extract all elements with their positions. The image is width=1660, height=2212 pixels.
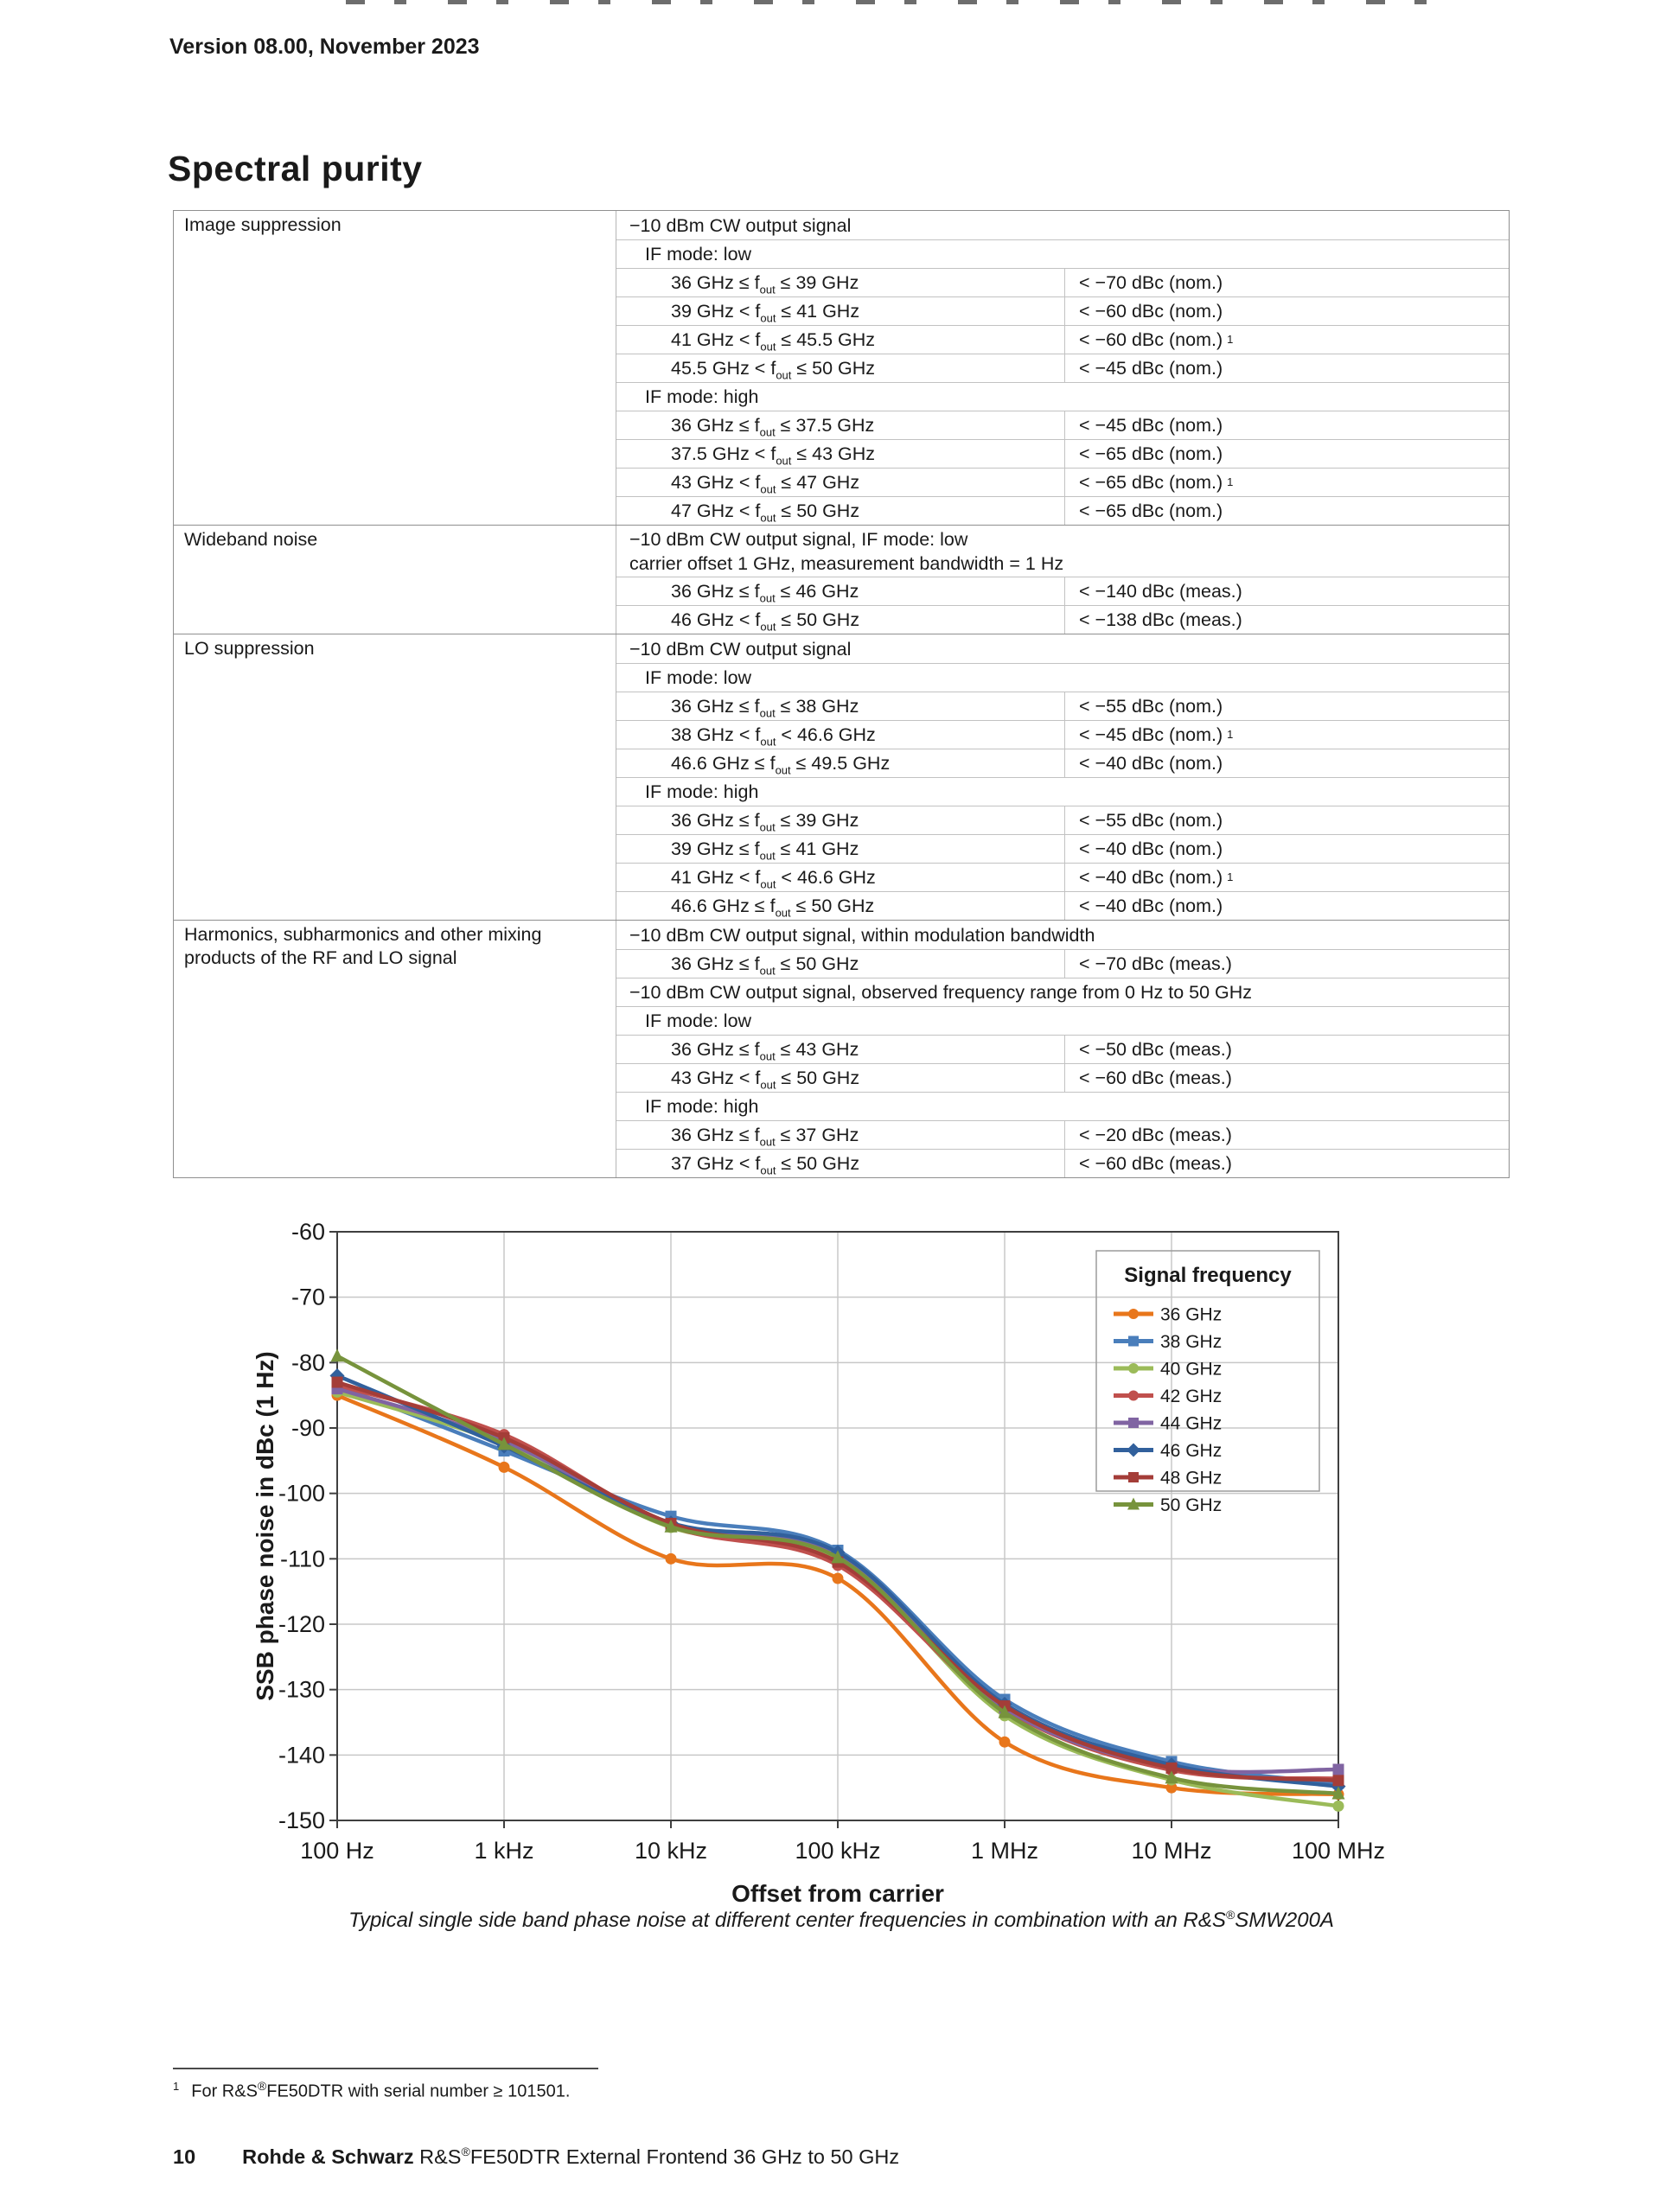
spec-table-section <box>174 525 1509 634</box>
svg-text:42 GHz: 42 GHz <box>1160 1386 1223 1406</box>
spec-cell-range: 37 GHz < $f_{out} \le 50$ GHz <box>671 1153 860 1177</box>
spec-condition-row: −10 dBm CW output signal, observed frequency range from 0 Hz to 50 GHz <box>616 978 1509 1006</box>
version-header: Version 08.00, November 2023 <box>169 35 480 59</box>
svg-text:-120: -120 <box>278 1611 325 1637</box>
spec-range-row <box>616 325 1509 354</box>
spec-ifmode-row: IF mode: high <box>616 382 1509 411</box>
spec-cell-range: 37.5 GHz < $f_{out} \le 43$ GHz <box>671 443 876 468</box>
spec-cell-range: 45.5 GHz < $f_{out} \le 50$ GHz <box>671 358 876 382</box>
spec-cell-value: < −65 dBc (nom.) 1 <box>1064 469 1509 496</box>
spec-cell-value: < −45 dBc (nom.) <box>1064 411 1509 439</box>
svg-text:-60: -60 <box>290 1219 325 1245</box>
svg-text:46 GHz: 46 GHz <box>1160 1441 1223 1461</box>
spec-range-row <box>616 749 1509 777</box>
svg-text:100 MHz: 100 MHz <box>1291 1838 1386 1864</box>
spec-ifmode-row: IF mode: low <box>616 1006 1509 1035</box>
spec-cell-value: < −70 dBc (nom.) <box>1064 269 1509 296</box>
spec-cell-value: < −45 dBc (nom.) <box>1064 354 1509 382</box>
spec-cell-range: 36 GHz ≤ $f_{out} \le 50$ GHz <box>671 953 859 978</box>
phase-noise-chart <box>242 1202 1452 1962</box>
spec-range-row <box>616 834 1509 863</box>
spec-condition-line: carrier offset 1 GHz, measurement bandwidth = 1 Hz <box>629 552 1064 574</box>
page-footer <box>173 2145 899 2169</box>
spec-range-row <box>616 863 1509 891</box>
spec-cell-value: < −55 dBc (nom.) <box>1064 692 1509 720</box>
spec-range-row <box>616 411 1509 439</box>
spec-cell-range: 36 GHz ≤ $f_{out} \le 37.5$ GHz <box>671 415 875 439</box>
phase-noise-chart-svg <box>242 1202 1452 1962</box>
spec-cell-range: 39 GHz < $f_{out} \le 41$ GHz <box>671 301 860 325</box>
chart-ytick-labels <box>278 1219 325 1833</box>
spec-cell-range: 36 GHz ≤ $f_{out} \le 39$ GHz <box>671 272 859 296</box>
spec-cell-value: < −55 dBc (nom.) <box>1064 806 1509 834</box>
svg-text:100 Hz: 100 Hz <box>300 1838 374 1864</box>
caption-product: SMW200A <box>1235 1909 1334 1932</box>
spec-range-row <box>616 354 1509 382</box>
page-title: Spectral purity <box>168 149 423 188</box>
spec-range-row <box>616 720 1509 749</box>
spec-cell-range: 43 GHz < $f_{out} \le 47$ GHz <box>671 472 860 496</box>
svg-text:100 kHz: 100 kHz <box>795 1838 881 1864</box>
footer-page-number: 10 <box>173 2145 196 2168</box>
svg-text:-100: -100 <box>278 1480 325 1507</box>
spec-cell-range: 36 GHz ≤ $f_{out} \le 38$ GHz <box>671 696 859 720</box>
spec-section-rows <box>616 921 1509 1177</box>
svg-text:Signal frequency: Signal frequency <box>1124 1264 1292 1287</box>
spec-cell-range: 47 GHz < $f_{out} \le 50$ GHz <box>671 500 860 525</box>
spec-cell-range: 36 GHz ≤ $f_{out} \le 37$ GHz <box>671 1125 859 1149</box>
spec-range-row <box>616 692 1509 720</box>
spec-cell-range: 46 GHz < $f_{out} \le 50$ GHz <box>671 609 860 634</box>
spec-cell-value: < −40 dBc (nom.) <box>1064 892 1509 920</box>
spec-cell-value: < −65 dBc (nom.) <box>1064 497 1509 525</box>
svg-text:40 GHz: 40 GHz <box>1160 1359 1223 1380</box>
svg-text:36 GHz: 36 GHz <box>1160 1304 1223 1325</box>
page-top-crop-artifact <box>346 0 1435 4</box>
spec-cell-range: 46.6 GHz ≤ $f_{out} \le 49.5$ GHz <box>671 753 891 777</box>
spec-table-section <box>174 920 1509 1177</box>
spec-section-rows <box>616 526 1509 634</box>
footnote-text: For R&S <box>191 2081 258 2101</box>
spec-section-label: Image suppression <box>174 211 616 525</box>
svg-text:-150: -150 <box>278 1807 325 1833</box>
spec-section-label: LO suppression <box>174 634 616 920</box>
footnote-text-cont: FE50DTR with serial number ≥ 101501. <box>266 2081 571 2101</box>
spec-cell-value: < −138 dBc (meas.) <box>1064 606 1509 634</box>
svg-text:10 MHz: 10 MHz <box>1131 1838 1212 1864</box>
spec-range-row <box>616 1063 1509 1092</box>
footer-product-cont: FE50DTR External Frontend 36 GHz to 50 GHz <box>469 2145 900 2168</box>
spec-range-row <box>616 1120 1509 1149</box>
svg-text:1 kHz: 1 kHz <box>474 1838 534 1864</box>
chart-legend <box>1096 1251 1319 1515</box>
svg-text:1 MHz: 1 MHz <box>970 1838 1039 1864</box>
spec-cell-range: 38 GHz < $f_{out} < 46.6$ GHz <box>671 724 876 749</box>
spec-range-row <box>616 949 1509 978</box>
spec-cell-value: < −60 dBc (meas.) <box>1064 1064 1509 1092</box>
spec-range-row <box>616 496 1509 525</box>
spec-condition-row: −10 dBm CW output signal <box>629 638 852 660</box>
footer-brand: Rohde & Schwarz <box>242 2145 414 2168</box>
svg-text:-110: -110 <box>279 1546 325 1572</box>
spec-cell-range: 36 GHz ≤ $f_{out} \le 39$ GHz <box>671 810 859 834</box>
spec-range-row <box>616 577 1509 605</box>
registered-mark: ® <box>1225 1908 1235 1922</box>
svg-text:50 GHz: 50 GHz <box>1160 1495 1223 1515</box>
spec-cell-range: 41 GHz < $f_{out} < 46.6$ GHz <box>671 867 876 891</box>
spec-section-label: Harmonics, subharmonics and other mixing products of the RF and LO signal <box>174 921 616 1177</box>
spec-cell-range: 41 GHz < $f_{out} \le 45.5$ GHz <box>671 329 876 354</box>
spec-ifmode-row: IF mode: high <box>616 777 1509 806</box>
caption-text: Typical single side band phase noise at different center frequencies in combination with an R&S <box>348 1909 1226 1932</box>
spec-condition-row: −10 dBm CW output signal, within modulation bandwidth <box>629 924 1095 946</box>
spec-section-rows <box>616 634 1509 920</box>
spec-range-row <box>616 1035 1509 1063</box>
svg-text:-90: -90 <box>290 1415 325 1441</box>
spec-table-section <box>174 211 1509 525</box>
spec-cell-value: < −60 dBc (meas.) <box>1064 1150 1509 1177</box>
spec-range-row <box>616 1149 1509 1177</box>
chart-caption <box>173 1909 1510 1933</box>
spec-condition-row: −10 dBm CW output signal <box>629 214 852 236</box>
spec-table <box>173 210 1510 1178</box>
spec-cell-value: < −70 dBc (meas.) <box>1064 950 1509 978</box>
spec-cell-value: < −140 dBc (meas.) <box>1064 577 1509 605</box>
spec-cell-range: 36 GHz ≤ $f_{out} \le 43$ GHz <box>671 1039 859 1063</box>
svg-text:44 GHz: 44 GHz <box>1160 1413 1223 1434</box>
spec-range-row <box>616 468 1509 496</box>
svg-text:10 kHz: 10 kHz <box>634 1838 708 1864</box>
spec-cell-value: < −40 dBc (nom.) 1 <box>1064 864 1509 891</box>
spec-ifmode-row: IF mode: high <box>616 1092 1509 1120</box>
spec-cell-range: 39 GHz ≤ $f_{out} \le 41$ GHz <box>671 838 859 863</box>
spec-cell-value: < −50 dBc (meas.) <box>1064 1036 1509 1063</box>
spec-condition-line: −10 dBm CW output signal, IF mode: low <box>629 528 968 550</box>
svg-text:48 GHz: 48 GHz <box>1160 1468 1223 1488</box>
spec-ifmode-row: IF mode: low <box>616 663 1509 692</box>
spec-cell-range: 46.6 GHz ≤ $f_{out} \le 50$ GHz <box>671 896 875 920</box>
chart-xaxis-title: Offset from carrier <box>731 1880 944 1907</box>
spec-section-label: Wideband noise <box>174 526 616 634</box>
spec-cell-value: < −20 dBc (meas.) <box>1064 1121 1509 1149</box>
chart-xtick-labels <box>300 1838 1385 1864</box>
svg-text:-80: -80 <box>290 1349 325 1376</box>
spec-range-row <box>616 806 1509 834</box>
spec-section-rows <box>616 211 1509 525</box>
spec-cell-value: < −60 dBc (nom.) <box>1064 297 1509 325</box>
spec-cell-range: 43 GHz < $f_{out} \le 50$ GHz <box>671 1068 860 1092</box>
spec-table-section <box>174 634 1509 920</box>
spec-range-row <box>616 268 1509 296</box>
spec-cell-value: < −65 dBc (nom.) <box>1064 440 1509 468</box>
spec-range-row <box>616 605 1509 634</box>
spec-cell-value: < −40 dBc (nom.) <box>1064 749 1509 777</box>
footer-product: R&S <box>419 2145 462 2168</box>
spec-cell-value: < −45 dBc (nom.) 1 <box>1064 721 1509 749</box>
spec-range-row <box>616 891 1509 920</box>
spec-condition-row <box>616 526 1509 577</box>
spec-cell-value: < −60 dBc (nom.) 1 <box>1064 326 1509 354</box>
chart-yaxis-title: SSB phase noise in dBc (1 Hz) <box>252 1351 278 1701</box>
spec-range-row <box>616 439 1509 468</box>
svg-text:-130: -130 <box>278 1676 325 1703</box>
footnote-rule <box>173 2068 598 2069</box>
spec-cell-value: < −40 dBc (nom.) <box>1064 835 1509 863</box>
registered-mark: ® <box>257 2079 267 2093</box>
footnote-marker: 1 <box>173 2080 180 2093</box>
svg-text:-70: -70 <box>290 1284 325 1310</box>
spec-cell-range: 36 GHz ≤ $f_{out} \le 46$ GHz <box>671 581 859 605</box>
svg-text:-140: -140 <box>278 1742 325 1769</box>
spec-ifmode-row: IF mode: low <box>616 239 1509 268</box>
registered-mark: ® <box>461 2145 470 2159</box>
spec-range-row <box>616 296 1509 325</box>
svg-text:38 GHz: 38 GHz <box>1160 1332 1223 1352</box>
footnote <box>173 2080 570 2102</box>
